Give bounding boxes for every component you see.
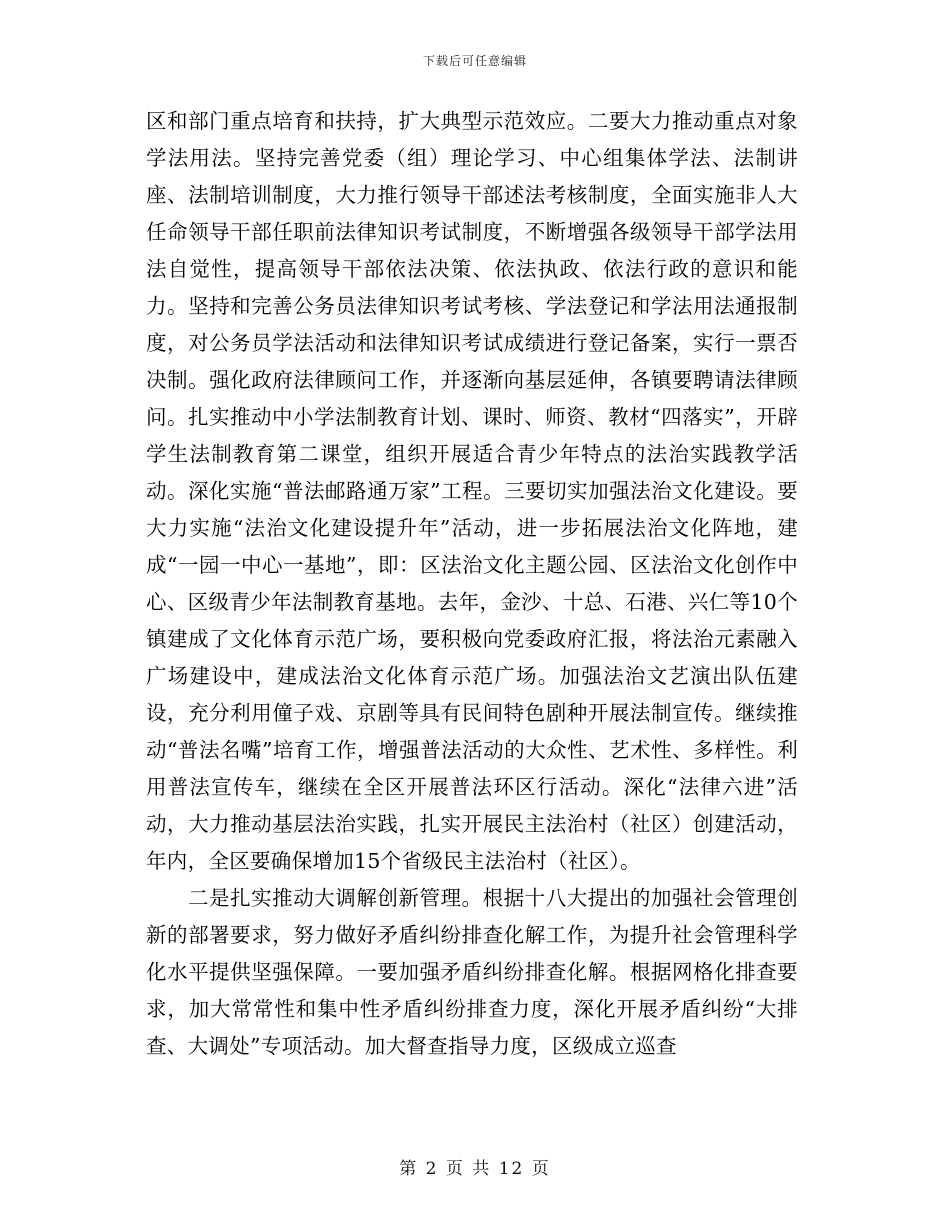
page-header: 下载后可任意编辑 (422, 54, 527, 68)
body-paragraph: 二是扎实推动大调解创新管理。根据十八大提出的加强社会管理创新的部署要求，努力做好矛盾纠纷排查化解工作，为提升社会管理科学化水平提供坚强保障。一要加强矛盾纠纷排查化解。根据网格化排查要求，加大常常性和集中性矛盾纠纷排查力度，深化开展矛盾纠纷“大排查、大调处”专项活动。加大督查指导力度，区级成立巡查 (146, 886, 798, 1058)
document-body (146, 103, 798, 1065)
page-number: 第 2 页 共 12 页 (399, 1159, 551, 1179)
body-paragraph: 区和部门重点培育和扶持，扩大典型示范效应。二要大力推动重点对象学法用法。坚持完善党委（组）理论学习、中心组集体学法、法制讲座、法制培训制度，大力推行领导干部述法考核制度，全面实施非人大任命领导干部任职前法律知识考试制度，不断增强各级领导干部学法用法自觉性，提高领导干部依法决策、依法执政、依法行政的意识和能力。坚持和完善公务员法律知识考试考核、学法登记和学法用法通报制度，对公务员学法活动和法律知识考试成绩进行登记备案，实行一票否决制。强化政府法律顾问工作，并逐渐向基层延伸，各镇要聘请法律顾问。扎实推动中小学法制教育计划、课时、师资、教材“四落实”，开辟学生法制教育第二课堂，组织开展适合青少年特点的法治实践教学活动。深化实施“普法邮路通万家”工程。三要切实加强法治文化建设。要大力实施“法治文化建设提升年”活动，进一步拓展法治文化阵地，建成“一园一中心一基地”，即：区法治文化主题公园、区法治文化创作中心、区级青少年法制教育基地。去年，金沙、十总、石港、兴仁等10个镇建成了文化体育示范广场，要积极向党委政府汇报，将法治元素融入广场建设中，建成法治文化体育示范广场。加强法治文艺演出队伍建设，充分利用僮子戏、京剧等具有民间特色剧种开展法制宣传。继续推动“普法名嘴”培育工作，增强普法活动的大众性、艺术性、多样性。利用普法宣传车，继续在全区开展普法环区行活动。深化“法律六进”活动，大力推动基层法治实践，扎实开展民主法治村（社区）创建活动，年内，全区要确保增加15个省级民主法治村（社区）。 (146, 109, 798, 873)
